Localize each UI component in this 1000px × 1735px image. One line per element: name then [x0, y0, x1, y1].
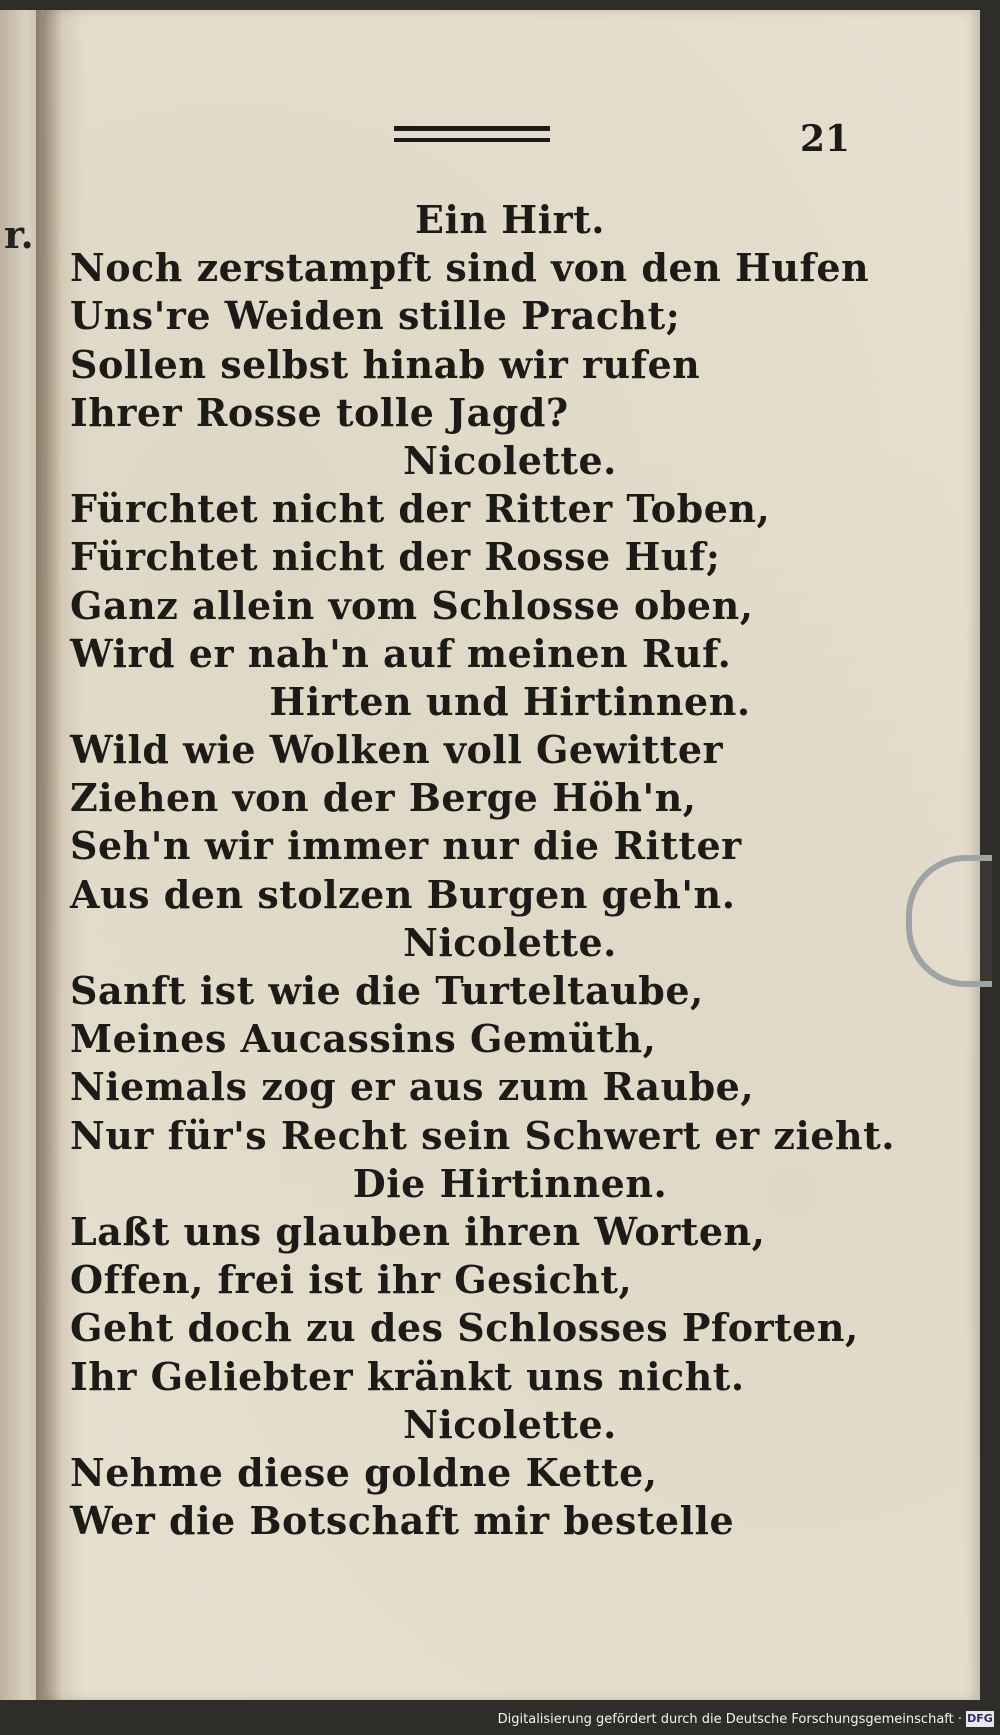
verse-line: Laßt uns glauben ihren Worten,	[70, 1208, 766, 1254]
verse-line: Nur für's Recht sein Schwert er zieht.	[70, 1112, 895, 1158]
verse-line: Noch zerstampft sind von den Hufen	[70, 245, 870, 291]
digitization-credit: Digitalisierung gefördert durch die Deutsche Forschungsgemeinschaft ·	[497, 1712, 962, 1727]
speaker-name: Hirten und Hirtinnen.	[269, 678, 751, 724]
speaker-name: Nicolette.	[403, 1401, 617, 1447]
verse-line: Uns're Weiden stille Pracht;	[70, 293, 681, 339]
verse-line: Ganz allein vom Schlosse oben,	[70, 582, 754, 628]
page-number: 21	[800, 118, 851, 160]
speaker-name: Nicolette.	[403, 919, 617, 965]
verse-line: Offen, frei ist ihr Gesicht,	[70, 1257, 633, 1303]
page-gutter-shadow	[36, 10, 62, 1700]
verse-line: Sanft ist wie die Turteltaube,	[70, 968, 704, 1013]
verse-line: Seh'n wir immer nur die Ritter	[70, 823, 742, 869]
verse-line: Fürchtet nicht der Ritter Toben,	[70, 486, 771, 532]
verse-line: Niemals zog er aus zum Raube,	[70, 1064, 755, 1110]
verse-text	[70, 196, 895, 1545]
verse-line: Nehme diese goldne Kette,	[70, 1449, 658, 1495]
verse-line: Aus den stolzen Burgen geh'n.	[70, 871, 736, 917]
facing-page-glyph: r.	[4, 212, 34, 257]
header-rule-thin	[394, 138, 550, 142]
verse-line: Sollen selbst hinab wir rufen	[70, 341, 701, 387]
header-rule-thick	[394, 126, 550, 131]
verse-line: Wer die Botschaft mir bestelle	[70, 1498, 735, 1544]
verse-line: Meines Aucassins Gemüth,	[70, 1016, 657, 1062]
verse-line: Geht doch zu des Schlosses Pforten,	[70, 1305, 859, 1351]
verse-line: Fürchtet nicht der Rosse Huf;	[70, 534, 721, 580]
speaker-name: Ein Hirt.	[415, 197, 605, 242]
verse-line: Ziehen von der Berge Höh'n,	[70, 775, 697, 821]
verse-line: Wild wie Wolken voll Gewitter	[70, 727, 724, 773]
verse-line: Wird er nah'n auf meinen Ruf.	[70, 630, 732, 676]
dfg-logo: DFG	[967, 1712, 993, 1725]
speaker-name: Nicolette.	[403, 437, 617, 483]
verse-line: Ihrer Rosse tolle Jagd?	[70, 389, 569, 435]
verse-line: Ihr Geliebter kränkt uns nicht.	[70, 1353, 745, 1399]
speaker-name: Die Hirtinnen.	[352, 1160, 668, 1206]
